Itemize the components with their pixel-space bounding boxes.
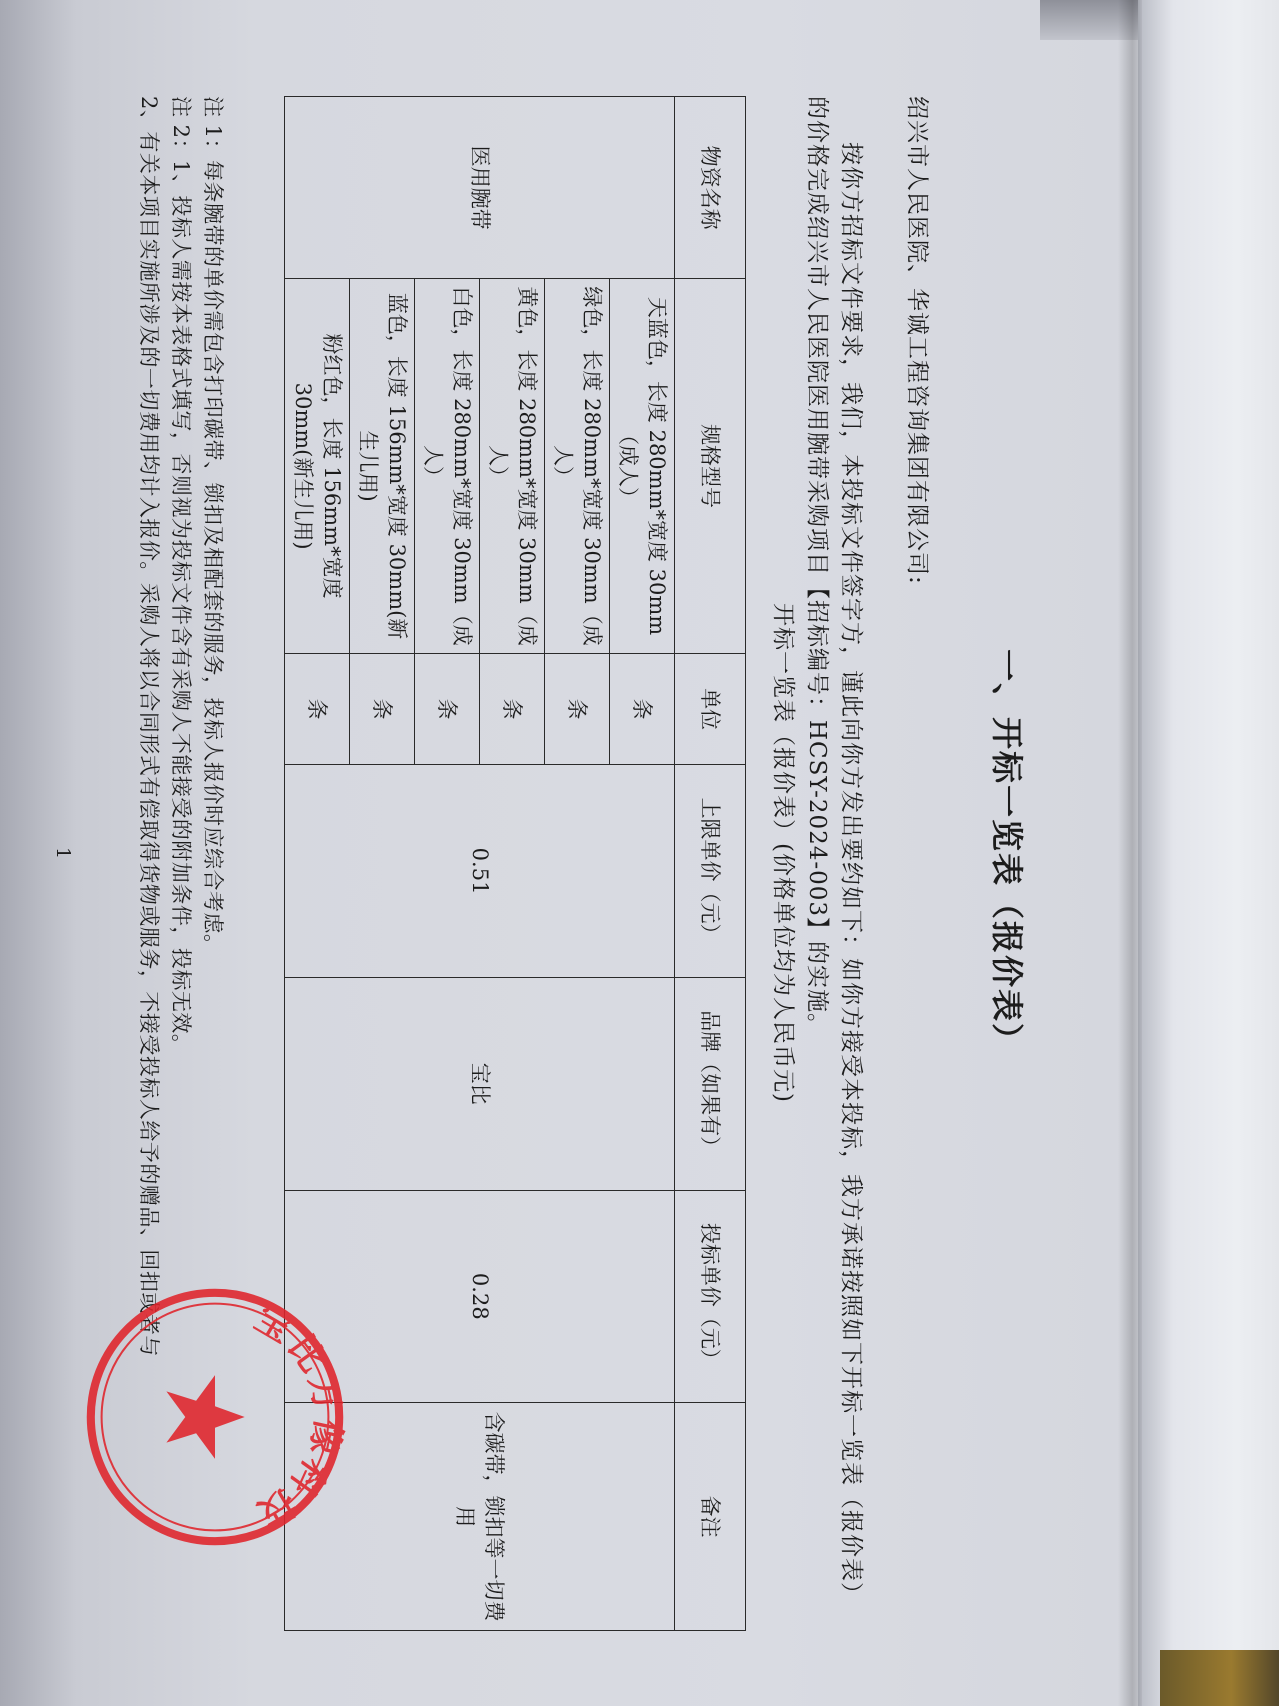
- seal-icon: [80, 1282, 350, 1552]
- unit-cell: 条: [610, 653, 675, 764]
- header-bid-price: 投标单价（元）: [675, 1190, 746, 1403]
- bid-table: [284, 96, 746, 1631]
- spec-cell: 粉红色，长度 156mm*宽度 30mm(新生儿用): [285, 279, 350, 654]
- unit-cell: 条: [415, 653, 480, 764]
- unit-cell: 条: [285, 653, 350, 764]
- table-row: [610, 97, 675, 1631]
- addressee: 绍兴市人民医院、华诚工程咨询集团有限公司:: [904, 96, 930, 585]
- note-3: 2、有关本项目实施所涉及的一切费用均计入报价。采购人将以合同形式有偿取得货物或服务，不接受投标人给予的赠品、回扣或者与: [137, 96, 161, 1357]
- company-seal: [80, 1282, 350, 1552]
- spec-cell: 蓝色，长度 156mm*宽度 30mm(新生儿用): [350, 279, 415, 654]
- table-caption: 开标一览表（报价表）(价格单位均为人民币元): [770, 603, 796, 1103]
- header-remark: 备注: [675, 1403, 746, 1631]
- document-title: 一、开标一览表（报价表）: [988, 648, 1026, 1057]
- header-brand: 品牌（如果有）: [675, 977, 746, 1190]
- page-number: 1: [52, 846, 74, 860]
- spec-cell: 绿色，长度 280mm*宽度 30mm（成人）: [545, 279, 610, 654]
- header-unit: 单位: [675, 653, 746, 764]
- note-1: 注 1：每条腕带的单价需包含打印碳带、锁扣及相配套的服务，投标人报价时应综合考虑。: [201, 96, 225, 956]
- body-paragraph: 按你方招标文件要求，我们，本投标文件签字方，谨此向你方发出要约如下：如你方接受本投标，我方承诺按照如下开标一览表（报价表）的价格完成绍兴市人民医院医用腕带采购项目【招标编号：HCSY-2024-003】的实施。: [804, 96, 864, 1606]
- seal-star: [166, 1375, 244, 1459]
- seal-text: [248, 1298, 349, 1536]
- table-header-row: [675, 97, 746, 1631]
- bid-price-cell: 0.28: [285, 1190, 675, 1403]
- header-item-name: 物资名称: [675, 97, 746, 279]
- spec-cell: 白色，长度 280mm*宽度 30mm（成人）: [415, 279, 480, 654]
- remark-cell: 含碳带，锁扣等一切费用: [285, 1403, 675, 1631]
- unit-cell: 条: [545, 653, 610, 764]
- brand-cell: 宝比: [285, 977, 675, 1190]
- unit-cell: 条: [480, 653, 545, 764]
- unit-cell: 条: [350, 653, 415, 764]
- item-name-cell: 医用腕带: [285, 97, 675, 279]
- facing-page: [1138, 0, 1279, 1706]
- spec-cell: 天蓝色，长度 280mm*宽度 30mm（成人）: [610, 279, 675, 654]
- seal-text-path: 宝比万像科技: [247, 1298, 350, 1536]
- note-2: 注 2：1、投标人需按本表格式填写，否则视为投标文件含有采购人不能接受的附加条件，投标无效。: [169, 96, 193, 1056]
- background-strip: [1160, 1650, 1279, 1706]
- header-upper-limit: 上限单价（元）: [675, 765, 746, 978]
- spec-cell: 黄色，长度 280mm*宽度 30mm（成人）: [480, 279, 545, 654]
- header-spec: 规格型号: [675, 279, 746, 654]
- upper-limit-cell: 0.51: [285, 765, 675, 978]
